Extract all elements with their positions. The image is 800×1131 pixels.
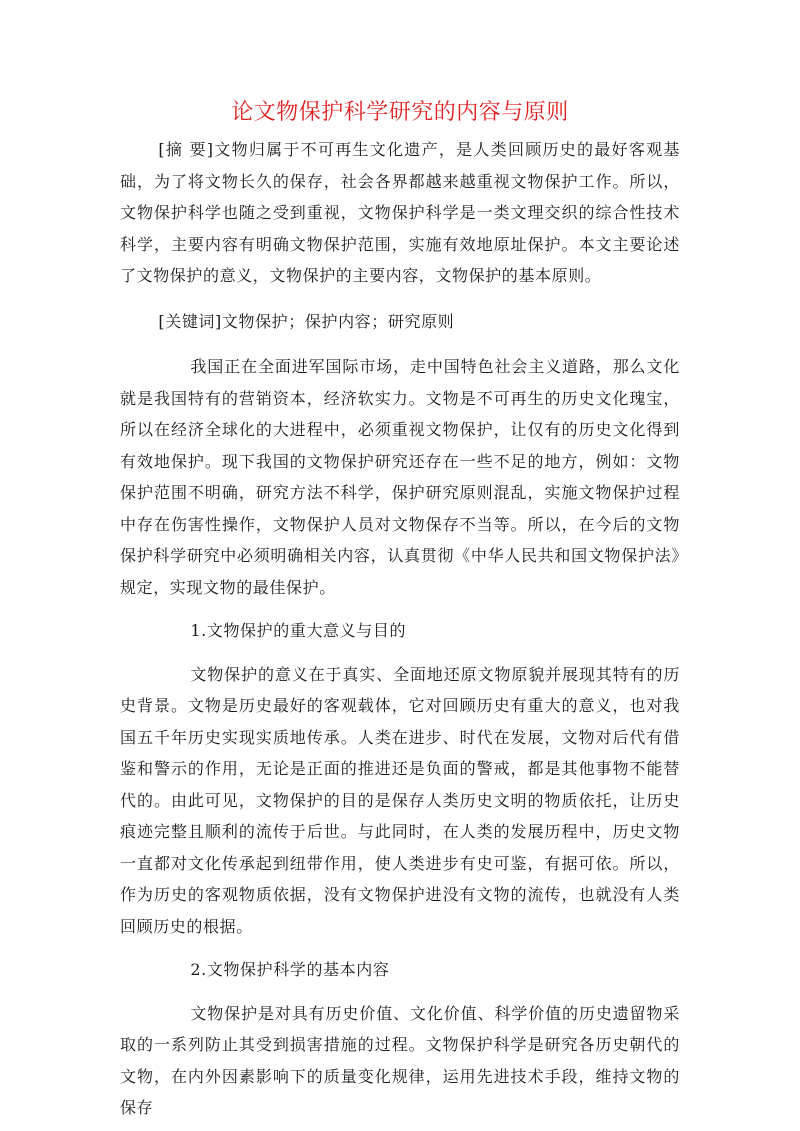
section-2-heading: 2.文物保护科学的基本内容 bbox=[190, 960, 390, 979]
intro-paragraph: 我国正在全面进军国际市场，走中国特色社会主义道路，那么文化就是我国特有的营销资本，经济软实力。文物是不可再生的历史文化瑰宝，所以在经济全球化的大进程中，必须重视文物保护，让仅有的历史文化得到有效地保护。现下我国的文物保护研究还存在一些不足的地方，例如：文物保护范围不明确，研究方法不科学，保护研究原则混乱，实施文物保护过程中存在伤害性操作，文物保护人员对文物保存不当等。所以，在今后的文物保护科学研究中必须明确相关内容，认真贯彻《中华人民共和国文物保护法》规定，实现文物的最佳保护。 bbox=[120, 357, 680, 597]
abstract-paragraph: [摘 要]文物归属于不可再生文化遗产，是人类回顾历史的最好客观基础，为了将文物长久的保存，社会各界都越来越重视文物保护工作。所以，文物保护科学也随之受到重视，文物保护科学是一类文理交织的综合性技术科学，主要内容有明确文物保护范围，实施有效地原址保护。本文主要论述了文物保护的意义，文物保护的主要内容，文物保护的基本原则。 bbox=[120, 140, 680, 285]
document-page bbox=[120, 96, 680, 1124]
document-title: 论文物保护科学研究的内容与原则 bbox=[231, 100, 569, 125]
section-2-paragraph: 文物保护是对具有历史价值、文化价值、科学价值的历史遗留物采取的一系列防止其受到损害措施的过程。文物保护科学是研究各历史朝代的文物，在内外因素影响下的质量变化规律，运用先进技术手段，维持文物的保存 bbox=[120, 1003, 680, 1117]
keywords-line: [关键词]文物保护；保护内容；研究原则 bbox=[158, 311, 455, 331]
section-1-paragraph: 文物保护的意义在于真实、全面地还原文物原貌并展现其特有的历史背景。文物是历史最好的客观载体，它对回顾历史有重大的意义，也对我国五千年历史实现实质地传承。人类在进步、时代在发展，文物对后代有借鉴和警示的作用，无论是正面的推进还是负面的警戒，都是其他事物不能替代的。由此可见，文物保护的目的是保存人类历史文明的物质依托，让历史痕迹完整且顺利的流传于后世。与此同时，在人类的发展历程中，历史文物一直都对文化传承起到纽带作用，使人类进步有史可鉴，有据可依。所以，作为历史的客观物质依据，没有文物保护进没有文物的流传，也就没有人类回顾历史的根据。 bbox=[120, 664, 680, 936]
section-1-heading: 1.文物保护的重大意义与目的 bbox=[190, 621, 407, 640]
